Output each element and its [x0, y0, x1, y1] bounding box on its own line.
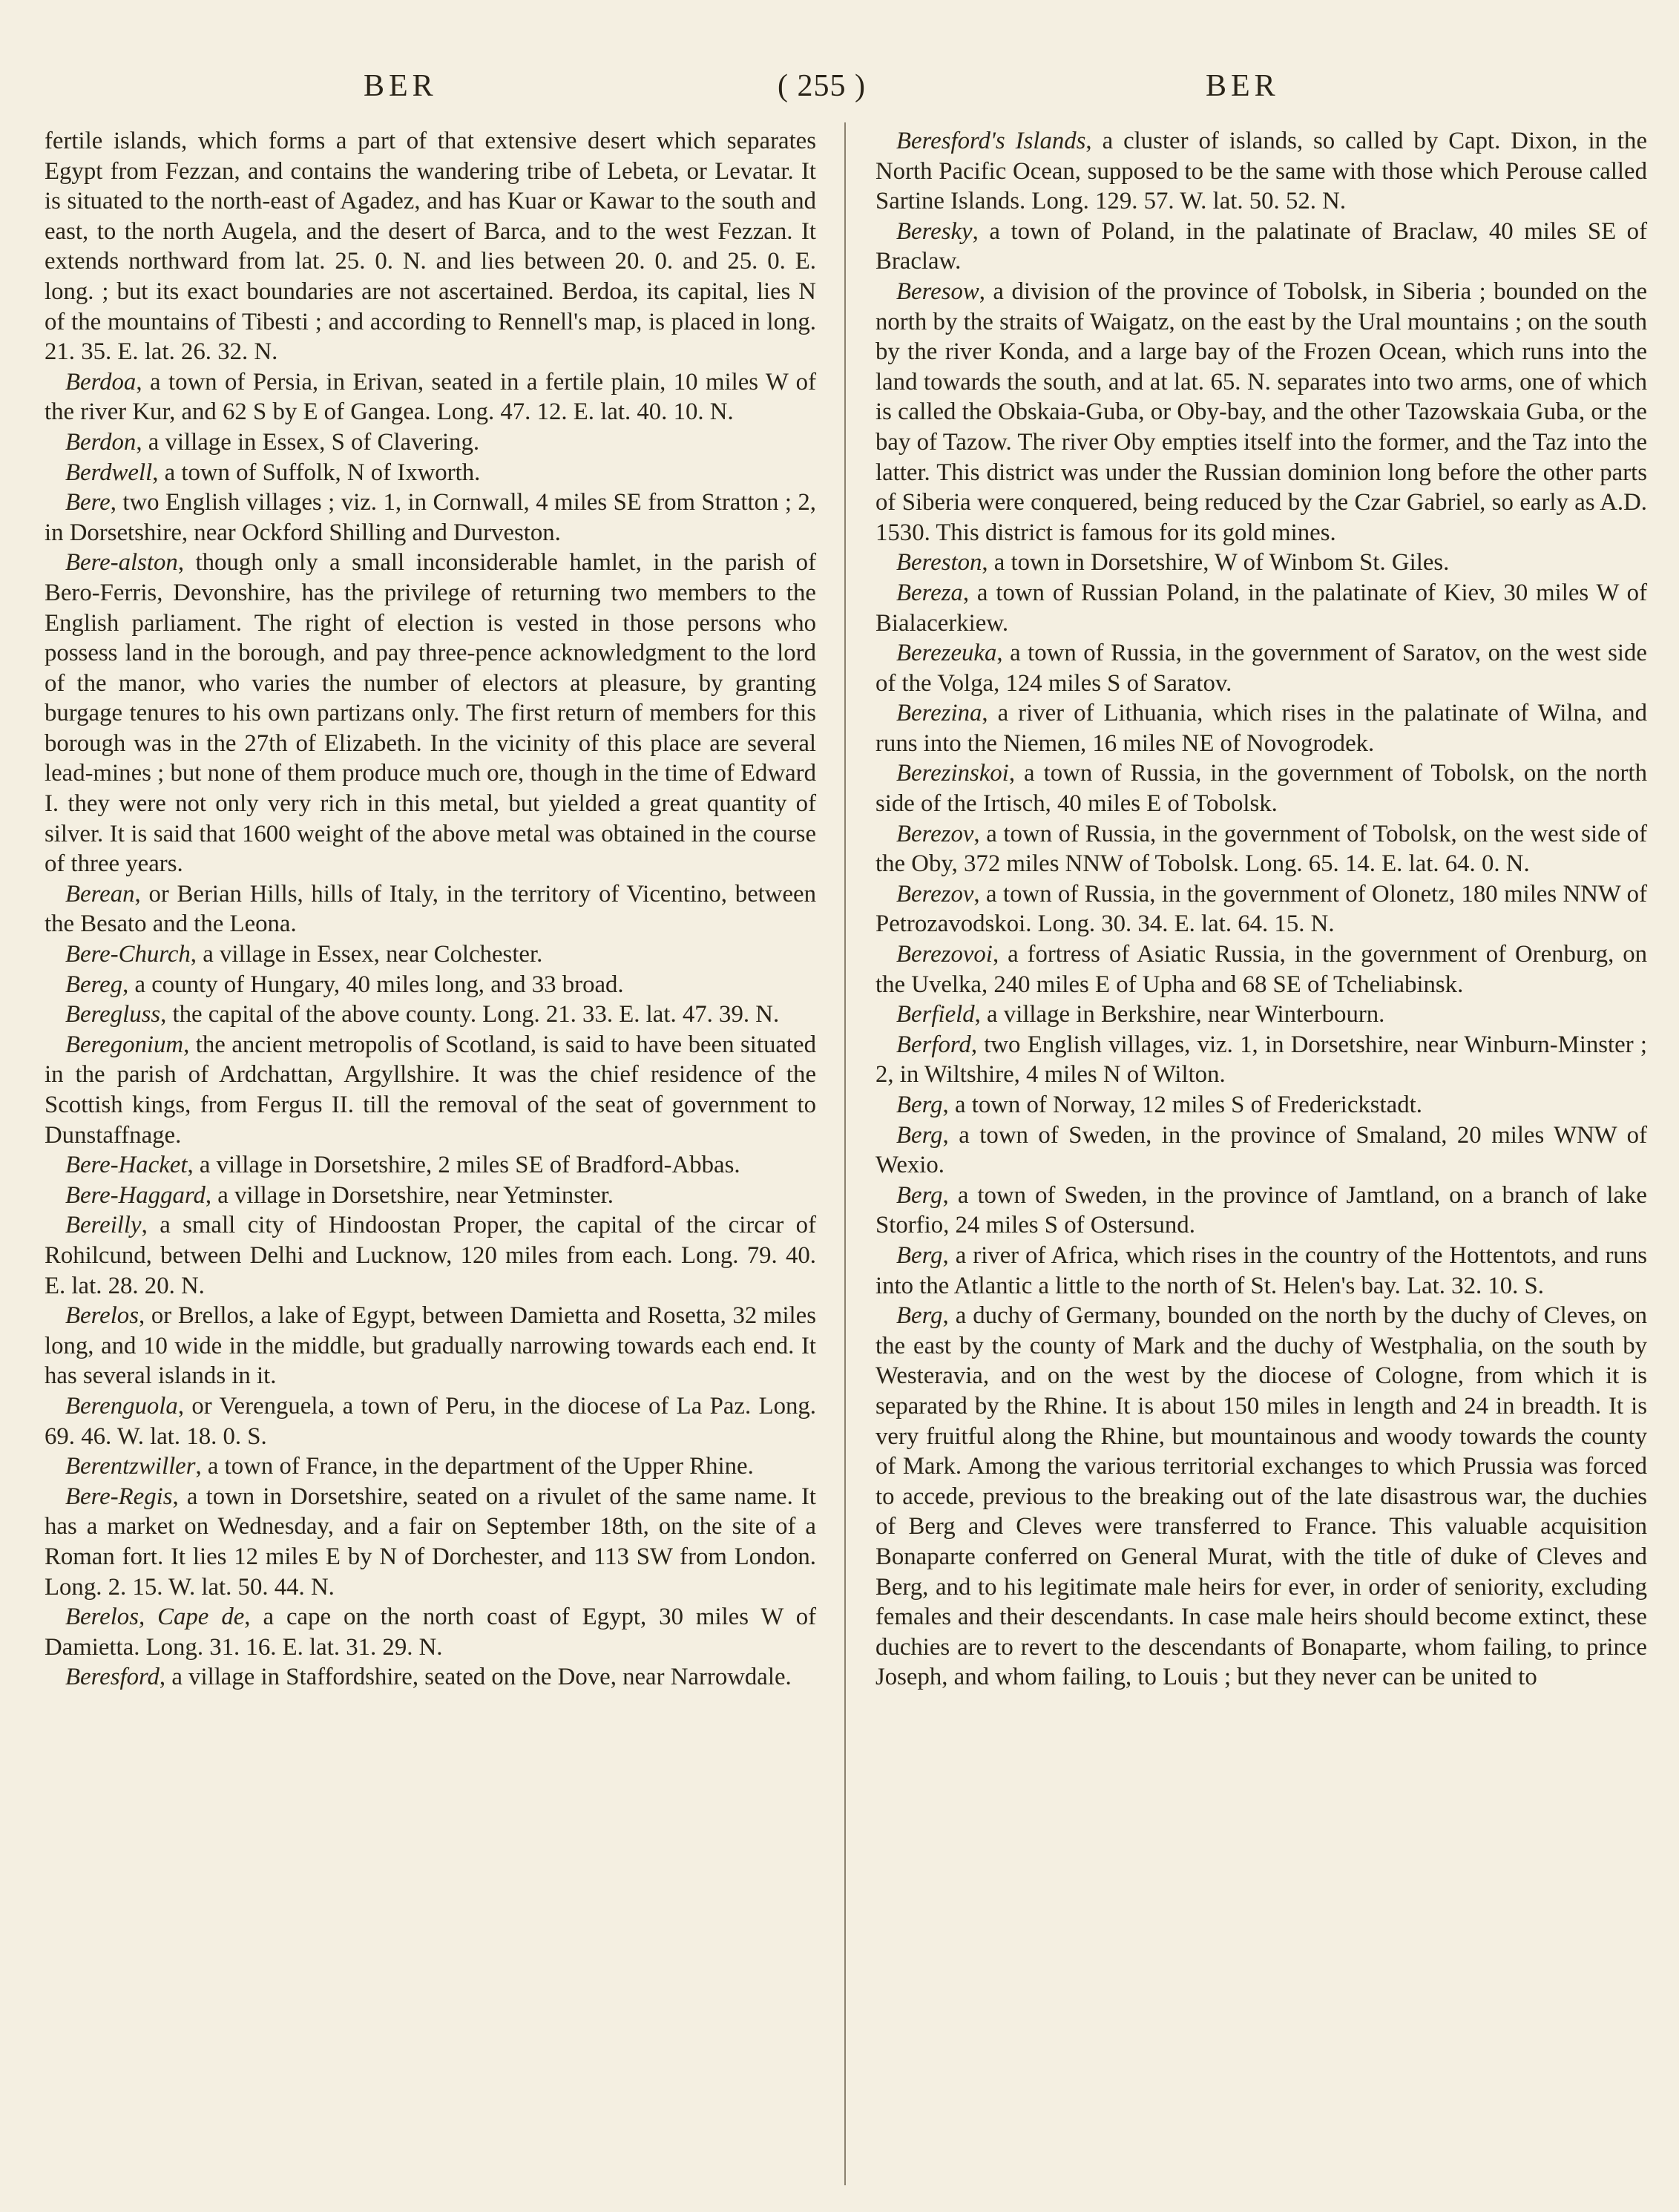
entry: Beregonium, the ancient metropolis of Scotland, is said to have been situated in the parish of Ardchattan, Argyllshire. It was the chief residence of the Scottish kings, from Fergus II. till the removal of the seat of government to Dunstaffnage. — [45, 1031, 816, 1149]
entry: Berg, a town of Sweden, in the province of Jamtland, on a branch of lake Storfio, 24 miles S of Ostersund. — [875, 1181, 1647, 1239]
entry: Berezov, a town of Russia, in the government of Olonetz, 180 miles NNW of Petrozavodskoi. Long. 30. 34. E. lat. 64. 15. N. — [875, 880, 1647, 938]
entry: Bere, two English villages ; viz. 1, in Cornwall, 4 miles SE from Stratton ; 2, in Dorsetshire, near Ockford Shilling and Durveston. — [45, 489, 816, 546]
entry: Bere-Regis, a town in Dorsetshire, seated on a rivulet of the same name. It has a market on Wednesday, and a fair on September 18th, on the site of a Roman fort. It lies 12 miles E by N of Dorchester, and 113 SW from London. Long. 2. 15. W. lat. 50. 44. N. — [45, 1483, 816, 1601]
entry: Bere-alston, though only a small inconsiderable hamlet, in the parish of Bero-Ferris, Devonshire, has the privilege of returning two members to the English parliament. The right of election is vested in those persons who possess land in the borough, and pay three-pence acknowledgment to the lord of the manor, who varies the number of electors at pleasure, by granting burgage tenures to his own partizans only. The first return of members for this borough was in the 27th of Elizabeth. In the vicinity of this place are several lead-mines ; but none of them produce much ore, though in the time of Edward I. they were not only very rich in this metal, but yielded a great quantity of silver. It is said that 1600 weight of the above metal was obtained in the course of three years. — [45, 549, 816, 878]
entry: Bere-Haggard, a village in Dorsetshire, near Yetminster. — [65, 1181, 614, 1209]
entry: Bere-Hacket, a village in Dorsetshire, 2 miles SE of Bradford-Abbas. — [65, 1152, 740, 1179]
entry: Berg, a town of Norway, 12 miles S of Frederickstadt. — [896, 1092, 1422, 1118]
entry: Beregluss, the capital of the above county. Long. 21. 33. E. lat. 47. 39. N. — [65, 1001, 780, 1028]
entry: Beresford's Islands, a cluster of islands, so called by Capt. Dixon, in the North Pacific Ocean, supposed to be the same with those which Perouse called Sartine Islands. Long. 129. 57. W. lat. 50. 52. N. — [875, 128, 1647, 215]
entry: Bereza, a town of Russian Poland, in the palatinate of Kiev, 30 miles W of Bialacerkiew. — [875, 579, 1647, 637]
running-header — [0, 68, 1679, 113]
column-divider — [844, 122, 846, 2185]
entry: Berfield, a village in Berkshire, near Winterbourn. — [896, 1001, 1385, 1028]
entry: Berdwell, a town of Suffolk, N of Ixworth. — [65, 459, 481, 486]
entry: Bere-Church, a village in Essex, near Colchester. — [65, 941, 543, 968]
entry: Beresky, a town of Poland, in the palatinate of Braclaw, 40 miles SE of Braclaw. — [875, 217, 1647, 275]
entry: Berean, or Berian Hills, hills of Italy, in the territory of Vicentino, between the Besato and the Leona. — [45, 880, 816, 938]
entry: Berg, a river of Africa, which rises in the country of the Hottentots, and runs into the Atlantic a little to the north of St. Helen's bay. Lat. 32. 10. S. — [875, 1241, 1647, 1299]
entry: Berenguola, or Verenguela, a town of Peru, in the diocese of La Paz. Long. 69. 46. W. lat. 18. 0. S. — [45, 1392, 816, 1450]
entry: Bereg, a county of Hungary, 40 miles long, and 33 broad. — [65, 971, 624, 998]
entry: Berezeuka, a town of Russia, in the government of Saratov, on the west side of the Volga, 124 miles S of Saratov. — [875, 640, 1647, 697]
entry: Berelos, Cape de, a cape on the north coast of Egypt, 30 miles W of Damietta. Long. 31. 16. E. lat. 31. 29. N. — [45, 1604, 817, 1661]
entry: Berelos, or Brellos, a lake of Egypt, between Damietta and Rosetta, 32 miles long, and 10 wide in the middle, but gradually narrowing towards each end. It has several islands in it. — [45, 1302, 816, 1390]
entry: Berdoa, a town of Persia, in Erivan, seated in a fertile plain, 10 miles W of the river Kur, and 62 S by E of Gangea. Long. 47. 12. E. lat. 40. 10. N. — [45, 368, 816, 426]
entry: fertile islands, which forms a part of that extensive desert which separates Egypt from Fezzan, and contains the wandering tribe of Lebeta, or Levatar. It is situated to the north-east of Agadez, and has Kuar or Kawar to the south and east, to the north Augela, and the desert of Barca, and to the west Fezzan. It extends northward from lat. 25. 0. N. and lies between 20. 0. and 25. 0. E. long. ; but its exact boundaries are not ascertained. Berdoa, its capital, lies N of the mountains of Tibesti ; and according to Rennell's map, is placed in long. 21. 35. E. lat. 26. 32. N. — [45, 128, 816, 366]
entry: Berentzwiller, a town of France, in the department of the Upper Rhine. — [65, 1453, 754, 1480]
entry: Berezina, a river of Lithuania, which rises in the palatinate of Wilna, and runs into the Niemen, 16 miles NE of Novogrodek. — [875, 700, 1647, 757]
entry: Berg, a duchy of Germany, bounded on the north by the duchy of Cleves, on the east by the county of Mark and the duchy of Westphalia, on the south by Westeravia, and on the west by the diocese of Cologne, from which it is separated by the Rhine. It is about 150 miles in length and 24 in breadth. It is very fruitful along the Rhine, but mountainous and woody towards the county of Mark. Among the various territorial exchanges to which Prussia was forced to accede, previous to the breaking out of the late disastrous war, the duchies of Berg and Cleves were transferred to France. This valuable acquisition Bonaparte conferred on General Murat, with the title of duke of Cleves and Berg, and to his legitimate male heirs for ever, in order of seniority, excluding females and their descendants. In case male heirs should become extinct, these duchies are to revert to the descendants of Bonaparte, whom failing, to prince Joseph, and whom failing, to Louis ; but they never can be united to — [875, 1302, 1647, 1691]
right-column — [875, 126, 1647, 1693]
entry: Berezov, a town of Russia, in the government of Tobolsk, on the west side of the Oby, 372 miles NNW of Tobolsk. Long. 65. 14. E. lat. 64. 0. N. — [875, 820, 1647, 878]
entry: Bereston, a town in Dorsetshire, W of Winbom St. Giles. — [896, 549, 1450, 577]
entry: Berezinskoi, a town of Russia, in the government of Tobolsk, on the north side of the Irtisch, 40 miles E of Tobolsk. — [875, 760, 1647, 818]
entry: Bereilly, a small city of Hindoostan Proper, the capital of the circar of Rohilcund, between Delhi and Lucknow, 120 miles from each. Long. 79. 40. E. lat. 28. 20. N. — [45, 1212, 816, 1299]
entry: Berg, a town of Sweden, in the province of Smaland, 20 miles WNW of Wexio. — [875, 1121, 1647, 1179]
entry: Beresford, a village in Staffordshire, seated on the Dove, near Narrowdale. — [65, 1664, 792, 1691]
entry: Berford, two English villages, viz. 1, in Dorsetshire, near Winburn-Minster ; 2, in Wiltshire, 4 miles N of Wilton. — [875, 1031, 1647, 1089]
entry: Berezovoi, a fortress of Asiatic Russia, in the government of Orenburg, on the Uvelka, 240 miles E of Upha and 68 SE of Tcheliabinsk. — [875, 941, 1647, 998]
header-left: BER — [364, 69, 438, 103]
entry: Berdon, a village in Essex, S of Clavering. — [65, 428, 480, 456]
entry: Beresow, a division of the province of Tobolsk, in Siberia ; bounded on the north by the straits of Waigatz, on the east by the Ural mountains ; on the south by the river Konda, and a large bay of the Frozen Ocean, which runs into the land towards the south, and at lat. 65. N. separates into two arms, one of which is called the Obskaia-Guba, or Oby-bay, and the other Tazowskaia Guba, or the bay of Tazow. The river Oby empties itself into the former, and the Taz into the latter. This district was under the Russian dominion long before the other parts of Siberia were conquered, being reduced by the Czar Gabriel, so early as A.D. 1530. This district is famous for its gold mines. — [875, 278, 1647, 546]
left-column — [45, 126, 816, 1693]
header-right: BER — [1206, 69, 1280, 103]
page-number: ( 255 ) — [778, 69, 866, 103]
